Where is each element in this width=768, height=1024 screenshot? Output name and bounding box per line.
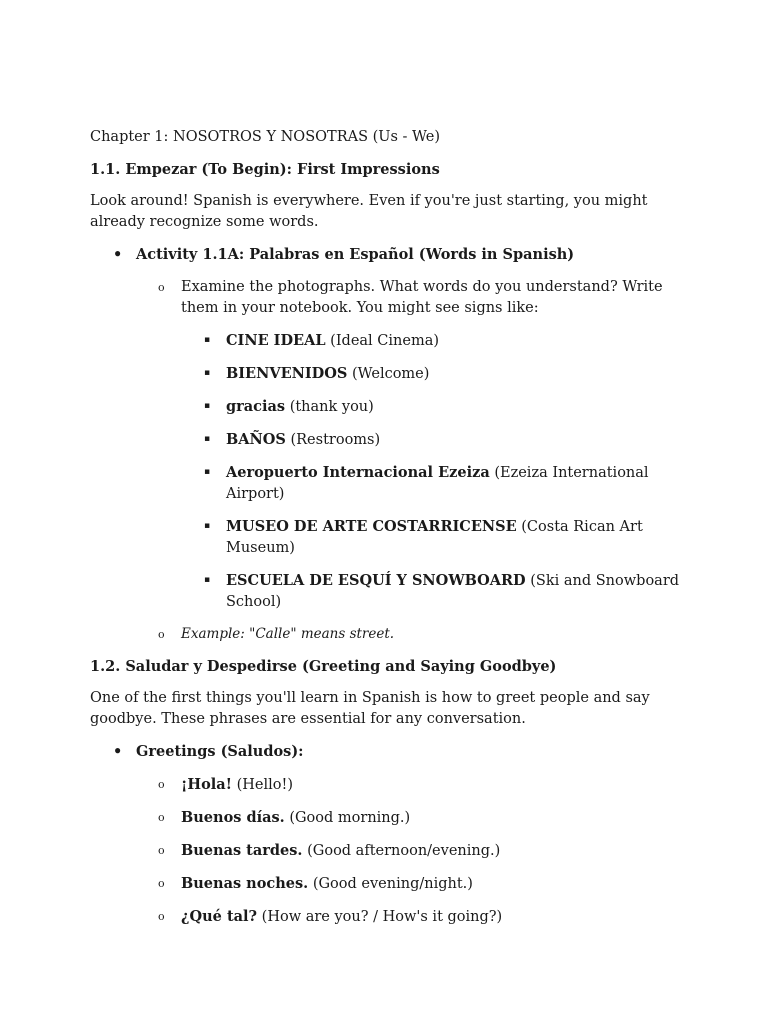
bullet-circle-icon: o <box>158 877 165 890</box>
bullet-square-icon: ▪ <box>204 434 211 444</box>
bullet-square-icon: ▪ <box>204 521 211 531</box>
greetings-sublist <box>136 774 690 928</box>
sign-meaning: (thank you) <box>289 399 374 415</box>
greetings-item <box>90 741 690 928</box>
activity-instruction-item <box>136 277 690 613</box>
signs-list <box>181 330 690 613</box>
activity-instruction: Examine the photographs. What words do you understand? Write them in your notebook. You might see signs like: <box>181 279 663 316</box>
list-item <box>181 396 690 418</box>
sign-meaning: (Ezeiza International Airport) <box>226 465 649 502</box>
list-item <box>181 363 690 385</box>
activity-example: Example: "Calle" means street. <box>181 626 395 642</box>
bullet-circle-icon: o <box>158 811 165 824</box>
greeting-meaning: (How are you? / How's it going?) <box>261 909 503 925</box>
sign-term: Aeropuerto Internacional Ezeiza <box>226 464 490 481</box>
sign-term: CINE IDEAL <box>226 332 326 349</box>
bullet-square-icon: ▪ <box>204 467 211 477</box>
greeting-term: Buenas noches. <box>181 875 309 892</box>
section-heading-1-2: 1.2. Saludar y Despedirse (Greeting and Saying Goodbye) <box>90 658 557 675</box>
sign-meaning: (Welcome) <box>351 366 430 382</box>
bullet-square-icon: ▪ <box>204 401 211 411</box>
sign-meaning: (Costa Rican Art Museum) <box>226 519 643 556</box>
list-item <box>181 429 690 451</box>
list-item <box>136 906 690 928</box>
chapter-title: Chapter 1: NOSOTROS Y NOSOTRAS (Us - We) <box>90 129 441 145</box>
bullet-circle-icon: o <box>158 910 165 923</box>
bullet-circle-icon: o <box>158 778 165 791</box>
sign-meaning: (Restrooms) <box>290 432 381 448</box>
bullet-square-icon: ▪ <box>204 335 211 345</box>
sign-meaning: (Ski and Snowboard School) <box>226 573 680 610</box>
greeting-meaning: (Hello!) <box>236 777 293 793</box>
list-item <box>136 774 690 796</box>
sign-meaning: (Ideal Cinema) <box>330 333 439 349</box>
bullet-square-icon: ▪ <box>204 575 211 585</box>
greeting-term: Buenas tardes. <box>181 842 303 859</box>
list-item <box>181 330 690 352</box>
list-item <box>181 462 690 505</box>
bullet-circle-icon: o <box>158 628 165 641</box>
greeting-term: ¡Hola! <box>181 776 233 793</box>
greeting-meaning: (Good morning.) <box>289 810 411 826</box>
greeting-term: Buenos días. <box>181 809 285 826</box>
sign-term: BIENVENIDOS <box>226 365 348 382</box>
greeting-meaning: (Good afternoon/evening.) <box>307 843 501 859</box>
sign-term: BAÑOS <box>226 431 286 448</box>
list-item <box>136 807 690 829</box>
list-item <box>136 873 690 895</box>
list-item <box>136 840 690 862</box>
greeting-meaning: (Good evening/night.) <box>312 876 473 892</box>
greetings-list <box>90 741 690 928</box>
section-heading-1-1: 1.1. Empezar (To Begin): First Impressions <box>90 161 440 178</box>
bullet-circle-icon: o <box>158 281 165 294</box>
bullet-square-icon: ▪ <box>204 368 211 378</box>
list-item <box>181 516 690 559</box>
activity-label: Activity 1.1A: Palabras en Español (Words in Spanish) <box>136 246 575 263</box>
activity-example-item <box>136 624 690 645</box>
list-item <box>181 570 690 613</box>
section-1-2-intro: One of the first things you'll learn in Spanish is how to greet people and say goodbye. These phrases are essential for any conversation. <box>90 690 650 727</box>
document-page <box>90 127 690 939</box>
bullet-disc-icon: • <box>113 246 123 263</box>
section-1-1-intro: Look around! Spanish is everywhere. Even if you're just starting, you might already recognize some words. <box>90 193 648 230</box>
bullet-circle-icon: o <box>158 844 165 857</box>
sign-term: MUSEO DE ARTE COSTARRICENSE <box>226 518 517 535</box>
activity-list <box>90 244 690 645</box>
greetings-label: Greetings (Saludos): <box>136 743 304 760</box>
activity-sublist <box>136 277 690 645</box>
activity-item <box>90 244 690 645</box>
sign-term: gracias <box>226 398 286 415</box>
greeting-term: ¿Qué tal? <box>181 908 258 925</box>
bullet-disc-icon: • <box>113 743 123 760</box>
sign-term: ESCUELA DE ESQUÍ Y SNOWBOARD <box>226 572 526 589</box>
